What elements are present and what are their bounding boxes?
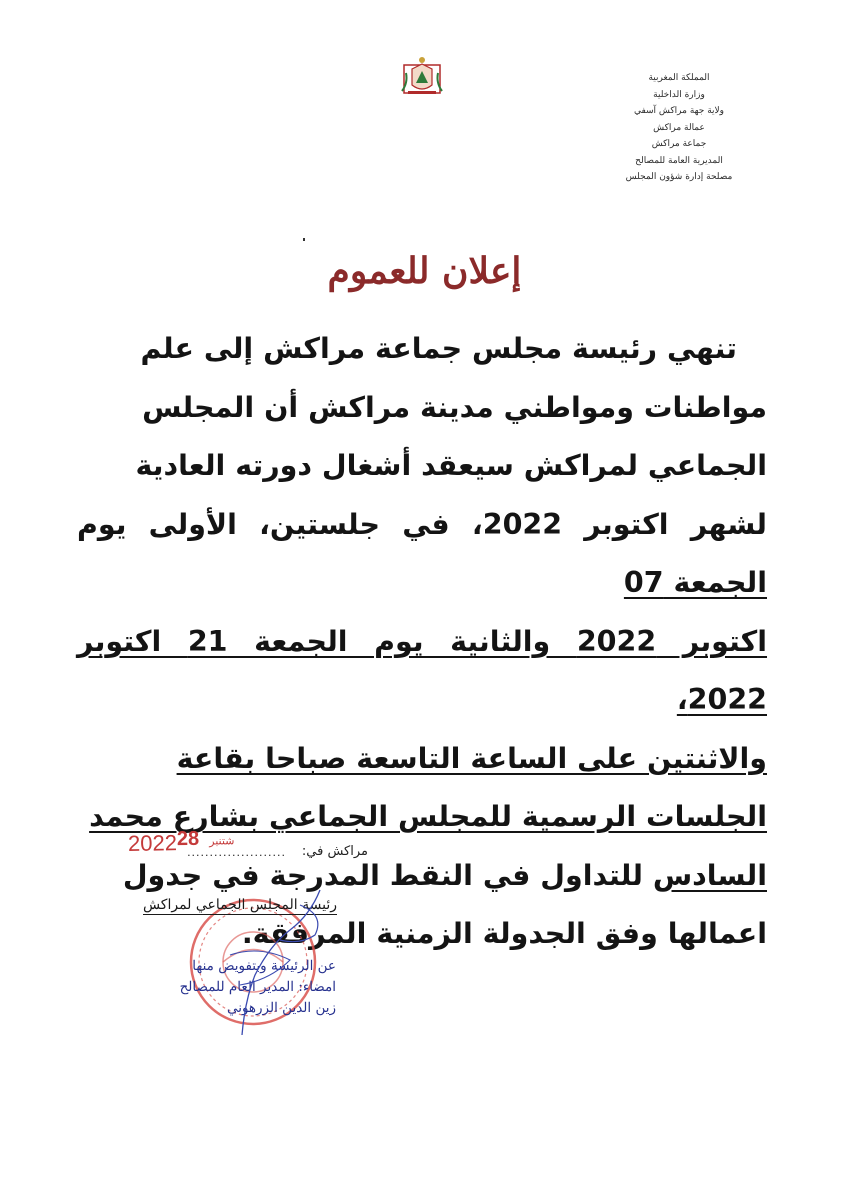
body-line: الجماعي لمراكش سيعقد أشغال دورته العادية xyxy=(135,449,767,482)
body-text-segment: لشهر اكتوبر 2022، في جلستين، الأولى يوم xyxy=(77,507,767,541)
body-line xyxy=(77,496,767,613)
date-stamp-year: 2022 xyxy=(127,830,178,857)
date-stamp-month: شتنبر xyxy=(209,835,235,848)
moroccan-coat-of-arms-icon xyxy=(398,55,446,97)
delegation-line: عن الرئيسة وبتفويض منها xyxy=(192,958,336,974)
delegation-line: امضاء: المدير العام للمصالح xyxy=(179,979,336,995)
body-line: مواطنات ومواطني مدينة مراكش أن المجلس xyxy=(142,390,767,424)
letterhead-line: مصلحة إدارة شؤون المجلس xyxy=(625,172,733,182)
stray-mark xyxy=(303,238,305,241)
body-underlined-segment: الجمعة 07 xyxy=(623,566,767,599)
date-stamp xyxy=(128,827,245,857)
date-stamp-day: 28 xyxy=(176,827,200,851)
date-dots: ...................... xyxy=(187,846,286,859)
letterhead-line: ولاية جهة مراكش آسفي xyxy=(633,106,725,116)
body-line: اعمالها وفق الجدولة الزمنية المرفقة. xyxy=(241,917,767,950)
body-line: والاثنتين على الساعة التاسعة صباحا بقاعة xyxy=(176,741,767,775)
announcement-body xyxy=(77,320,767,964)
letterhead-line: عمالة مراكش xyxy=(653,122,705,133)
body-line: اكتوبر 2022 والثانية يوم الجمعة 21 اكتوبر 2022، xyxy=(77,624,768,716)
letterhead-line: المديرية العامة للمصالح xyxy=(635,155,723,166)
letterhead xyxy=(609,70,749,186)
letterhead-line: وزارة الداخلية xyxy=(653,89,705,100)
body-line: الجلسات الرسمية للمجلس الجماعي بشارع محمد xyxy=(89,800,767,833)
handwritten-signature-icon xyxy=(170,885,340,1045)
body-underlined-segment: السادس xyxy=(652,858,767,892)
date-line xyxy=(128,826,368,866)
letterhead-line: المملكة المغربية xyxy=(648,73,710,83)
body-line: تنهي رئيسة مجلس جماعة مراكش إلى علم xyxy=(140,332,737,365)
body-text-segment: للتداول في النقط المدرجة في جدول xyxy=(122,858,653,892)
date-label: مراكش في: xyxy=(301,844,368,859)
signatory-title: رئيسة المجلس الجماعي لمراكش xyxy=(142,897,337,913)
page-title: إعلان للعموم xyxy=(327,250,522,292)
letterhead-line: جماعة مراكش xyxy=(651,139,707,149)
delegation-line: زين الدين الزرهوني xyxy=(226,1000,336,1016)
